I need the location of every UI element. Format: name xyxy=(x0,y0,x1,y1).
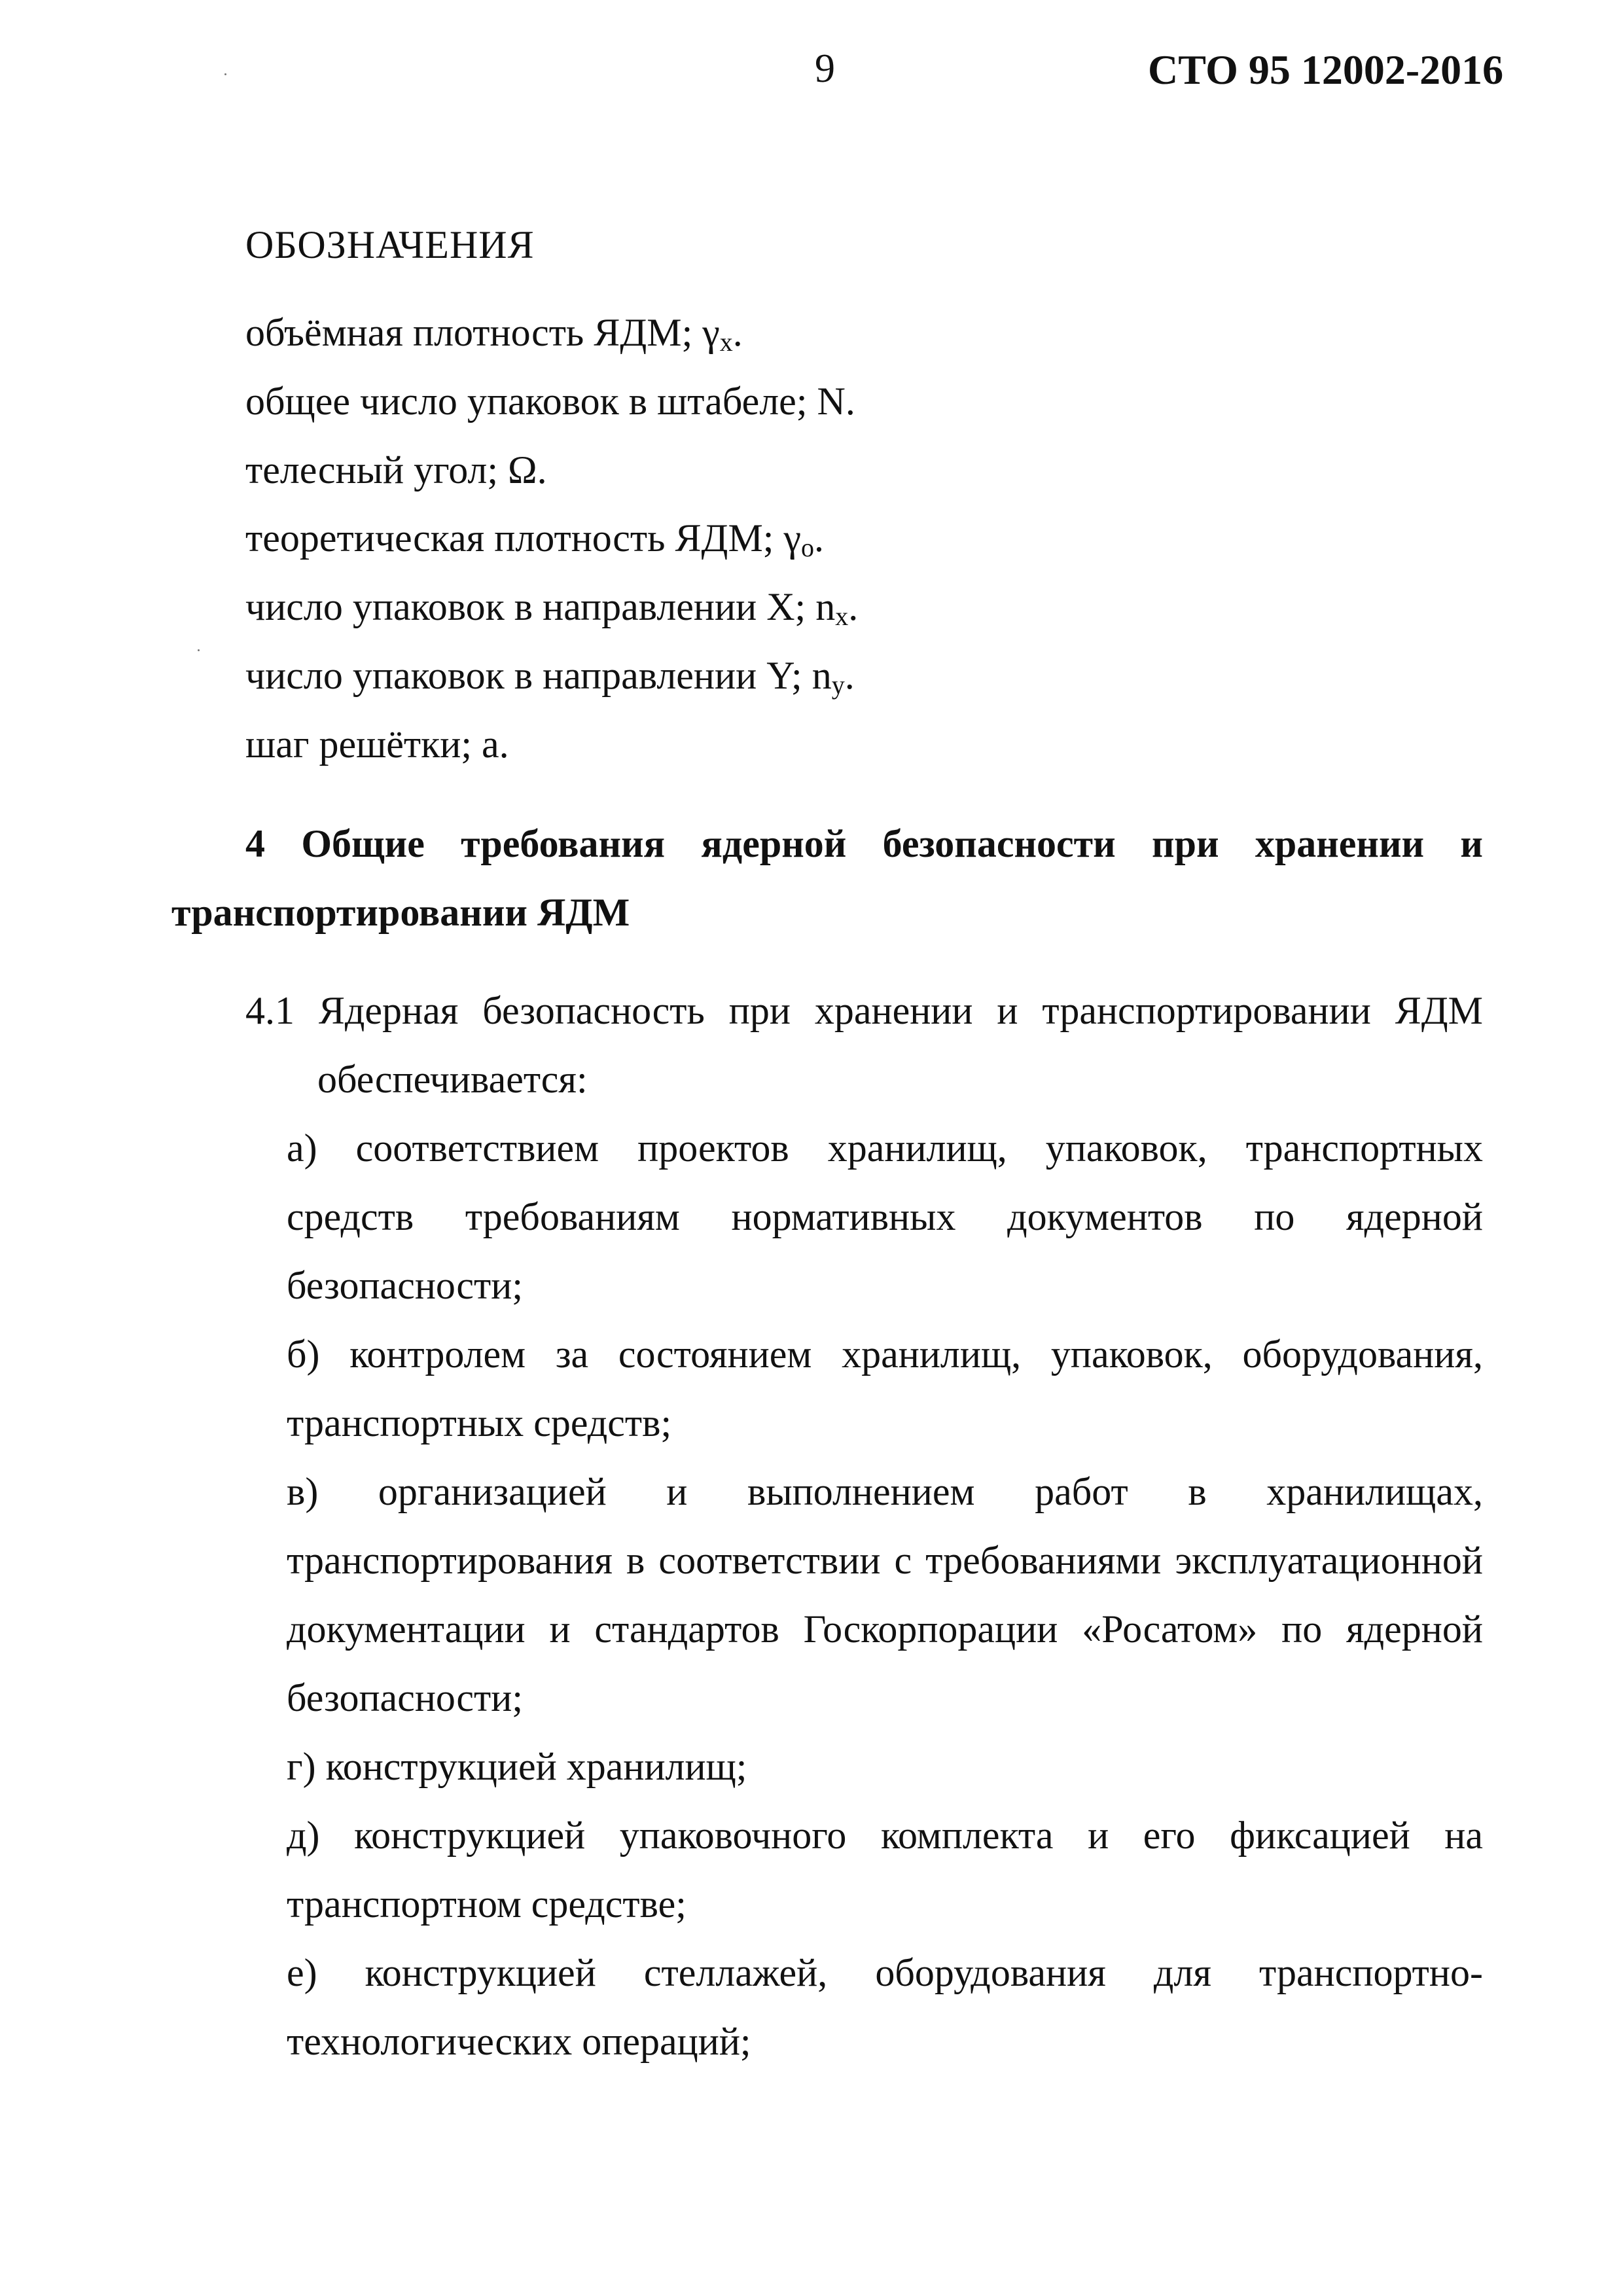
clause-4-1-line1: 4.1 Ядерная безопасность при хранении и транспортировании ЯДМ xyxy=(245,989,1483,1032)
section-4-heading xyxy=(171,821,1483,939)
item-d-line1: д) конструкцией упаковочного комплекта и его фиксацией на xyxy=(287,1814,1483,1857)
page-number: 9 xyxy=(815,46,835,91)
symbol-item: число упаковок в направлении Y; $n_y$. xyxy=(245,654,855,700)
item-v-line3: документации и стандартов Госкорпорации «Росатом» по ядерной xyxy=(287,1607,1483,1651)
item-a-line1: а) соответствием проектов хранилищ, упаковок, транспортных xyxy=(287,1126,1483,1170)
symbol-item: телесный угол; Ω. xyxy=(245,448,547,492)
item-b-line1: б) контролем за состоянием хранилищ, упаковок, оборудования, xyxy=(287,1333,1483,1376)
item-e-line1: е) конструкцией стеллажей, оборудования для транспортно- xyxy=(287,1951,1483,1994)
scan-speck xyxy=(224,73,226,75)
symbol-item: шаг решётки; a. xyxy=(245,723,509,766)
symbol-item: число упаковок в направлении X; $n_x$. xyxy=(245,585,859,631)
item-d-line2: транспортном средстве; xyxy=(287,1882,687,1926)
item-v-line2: транспортирования в соответствии с требованиями эксплуатационной xyxy=(287,1539,1483,1582)
item-a-line2: средств требованиям нормативных документов по ядерной xyxy=(287,1195,1483,1238)
item-a-line3: безопасности; xyxy=(287,1264,524,1307)
item-g-line1: г) конструкцией хранилищ; xyxy=(287,1745,747,1788)
item-b-line2: транспортных средств; xyxy=(287,1401,672,1444)
section-4-heading-line2: транспортировании ЯДМ xyxy=(171,891,630,934)
clause-4-1-line2: обеспечивается: xyxy=(317,1058,588,1101)
item-v-line1: в) организацией и выполнением работ в хранилищах, xyxy=(287,1470,1483,1513)
item-v-line4: безопасности; xyxy=(287,1676,524,1719)
scan-speck xyxy=(198,649,200,651)
standard-id: СТО 95 12002-2016 xyxy=(1148,46,1504,93)
symbol-item: объёмная плотность ЯДМ; $\gamma_x$. xyxy=(245,311,743,357)
symbols-title: ОБОЗНАЧЕНИЯ xyxy=(245,223,535,266)
symbol-item: теоретическая плотность ЯДМ; $\gamma_o$. xyxy=(245,516,824,562)
symbol-item: общее число упаковок в штабеле; N. xyxy=(245,380,855,423)
section-4-heading-line1: 4 Общие требования ядерной безопасности при хранении и xyxy=(245,822,1483,865)
item-e-line2: технологических операций; xyxy=(287,2020,751,2063)
